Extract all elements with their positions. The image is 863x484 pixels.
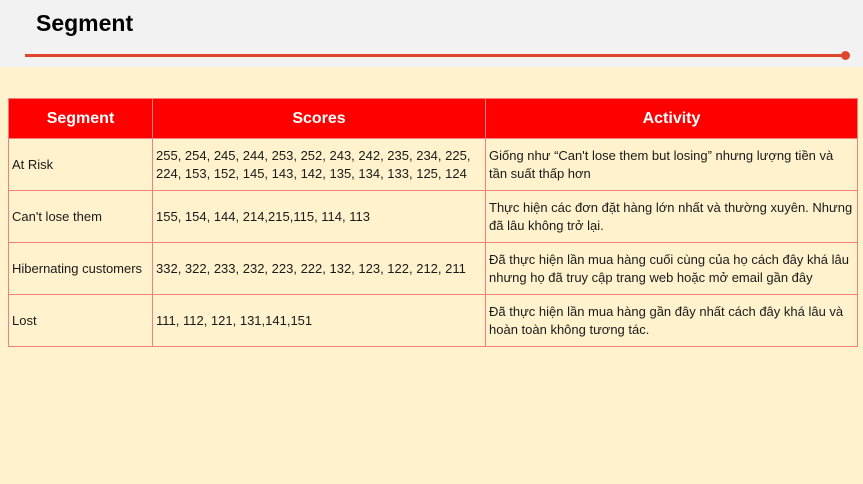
activity-cell: Thực hiện các đơn đặt hàng lớn nhất và thường xuyên. Nhưng đã lâu không trở lại.: [486, 191, 858, 243]
column-header-segment: Segment: [9, 99, 153, 139]
underline-dot: [841, 51, 850, 60]
activity-cell: Đã thực hiện lần mua hàng cuối cùng của họ cách đây khá lâu nhưng họ đã truy cập trang web hoặc mở email gần đây: [486, 243, 858, 295]
table-header-row: [9, 99, 858, 139]
scores-cell: 111, 112, 121, 131,141,151: [153, 295, 486, 347]
column-header-activity: Activity: [486, 99, 858, 139]
activity-cell: Đã thực hiện lần mua hàng gần đây nhất cách đây khá lâu và hoàn toàn không tương tác.: [486, 295, 858, 347]
title-bar: [0, 0, 863, 67]
segment-cell: Can't lose them: [9, 191, 153, 243]
scores-cell: 255, 254, 245, 244, 253, 252, 243, 242, 235, 234, 225, 224, 153, 152, 145, 143, 142, 135, 134, 133, 125, 124: [153, 139, 486, 191]
title-underline: [25, 54, 845, 57]
activity-cell: Giống như “Can't lose them but losing” nhưng lượng tiền và tần suất thấp hơn: [486, 139, 858, 191]
table-row: [9, 243, 858, 295]
column-header-scores: Scores: [153, 99, 486, 139]
segment-table: [8, 98, 858, 347]
table-row: [9, 139, 858, 191]
page-title: Segment: [36, 10, 134, 36]
scores-cell: 155, 154, 144, 214,215,115, 114, 113: [153, 191, 486, 243]
table-row: [9, 295, 858, 347]
segment-cell: Hibernating customers: [9, 243, 153, 295]
table-row: [9, 191, 858, 243]
segment-cell: Lost: [9, 295, 153, 347]
scores-cell: 332, 322, 233, 232, 223, 222, 132, 123, 122, 212, 211: [153, 243, 486, 295]
segment-cell: At Risk: [9, 139, 153, 191]
